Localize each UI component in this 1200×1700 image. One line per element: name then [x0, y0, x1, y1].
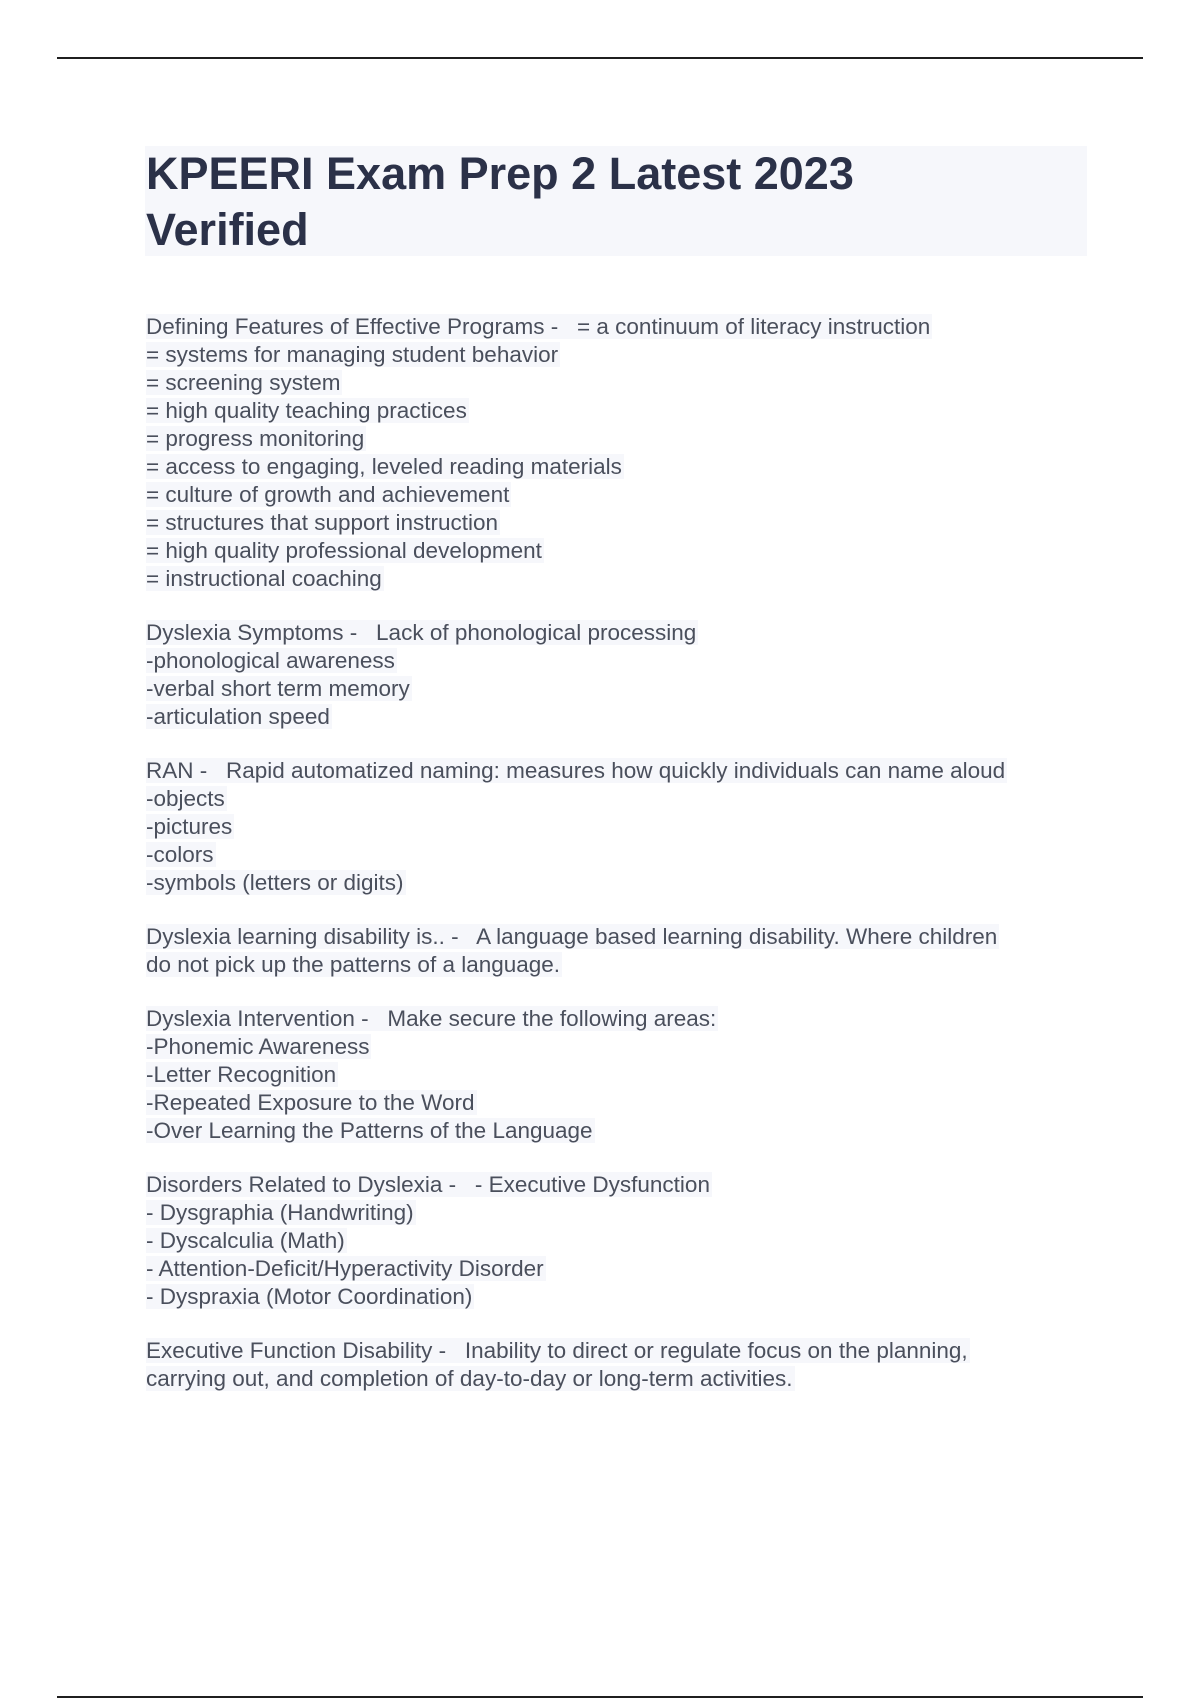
card-line: Defining Features of Effective Programs - = a continuum of literacy instruction	[146, 314, 931, 339]
card-line: carrying out, and completion of day-to-day or long-term activities.	[146, 1366, 793, 1391]
card-line: -phonological awareness	[146, 648, 395, 673]
document-title: KPEERI Exam Prep 2 Latest 2023 Verified	[146, 148, 854, 255]
card-line: - Dyscalculia (Math)	[146, 1228, 345, 1253]
card-line: = instructional coaching	[146, 566, 382, 591]
card-line: - Dyspraxia (Motor Coordination)	[146, 1284, 473, 1309]
card-line: = high quality teaching practices	[146, 398, 467, 423]
card-line: - Attention-Deficit/Hyperactivity Disorder	[146, 1256, 544, 1281]
document-body	[146, 313, 1096, 1419]
card-line: -objects	[146, 786, 225, 811]
flashcard-ran	[146, 757, 1096, 897]
card-line: -articulation speed	[146, 704, 330, 729]
card-line: Dyslexia learning disability is.. - A language based learning disability. Where children	[146, 924, 998, 949]
card-line: -Phonemic Awareness	[146, 1034, 370, 1059]
card-line: Disorders Related to Dyslexia - - Executive Dysfunction	[146, 1172, 710, 1197]
card-line: -verbal short term memory	[146, 676, 410, 701]
card-line: -Repeated Exposure to the Word	[146, 1090, 475, 1115]
card-line: Dyslexia Symptoms - Lack of phonological processing	[146, 620, 697, 645]
card-line: -Letter Recognition	[146, 1062, 337, 1087]
flashcard-related-disorders	[146, 1171, 1096, 1311]
card-line: = progress monitoring	[146, 426, 365, 451]
card-line: = systems for managing student behavior	[146, 342, 559, 367]
card-line: do not pick up the patterns of a language.	[146, 952, 561, 977]
top-rule	[57, 57, 1143, 59]
bottom-rule	[57, 1696, 1143, 1698]
flashcard-dyslexia-intervention	[146, 1005, 1096, 1145]
card-line: -pictures	[146, 814, 233, 839]
card-line: Dyslexia Intervention - Make secure the following areas:	[146, 1006, 717, 1031]
card-line: = culture of growth and achievement	[146, 482, 510, 507]
flashcard-executive-function	[146, 1337, 1096, 1393]
card-line: - Dysgraphia (Handwriting)	[146, 1200, 414, 1225]
card-line: -Over Learning the Patterns of the Language	[146, 1118, 593, 1143]
flashcard-dyslexia-symptoms	[146, 619, 1096, 731]
card-line: = screening system	[146, 370, 341, 395]
card-line: = high quality professional development	[146, 538, 542, 563]
flashcard-effective-programs	[146, 313, 1096, 593]
flashcard-dyslexia-definition	[146, 923, 1096, 979]
card-line: -symbols (letters or digits)	[146, 870, 404, 895]
card-line: = structures that support instruction	[146, 510, 499, 535]
card-line: = access to engaging, leveled reading materials	[146, 454, 622, 479]
card-line: RAN - Rapid automatized naming: measures how quickly individuals can name aloud	[146, 758, 1006, 783]
card-line: Executive Function Disability - Inability to direct or regulate focus on the planning,	[146, 1338, 968, 1363]
card-line: -colors	[146, 842, 214, 867]
